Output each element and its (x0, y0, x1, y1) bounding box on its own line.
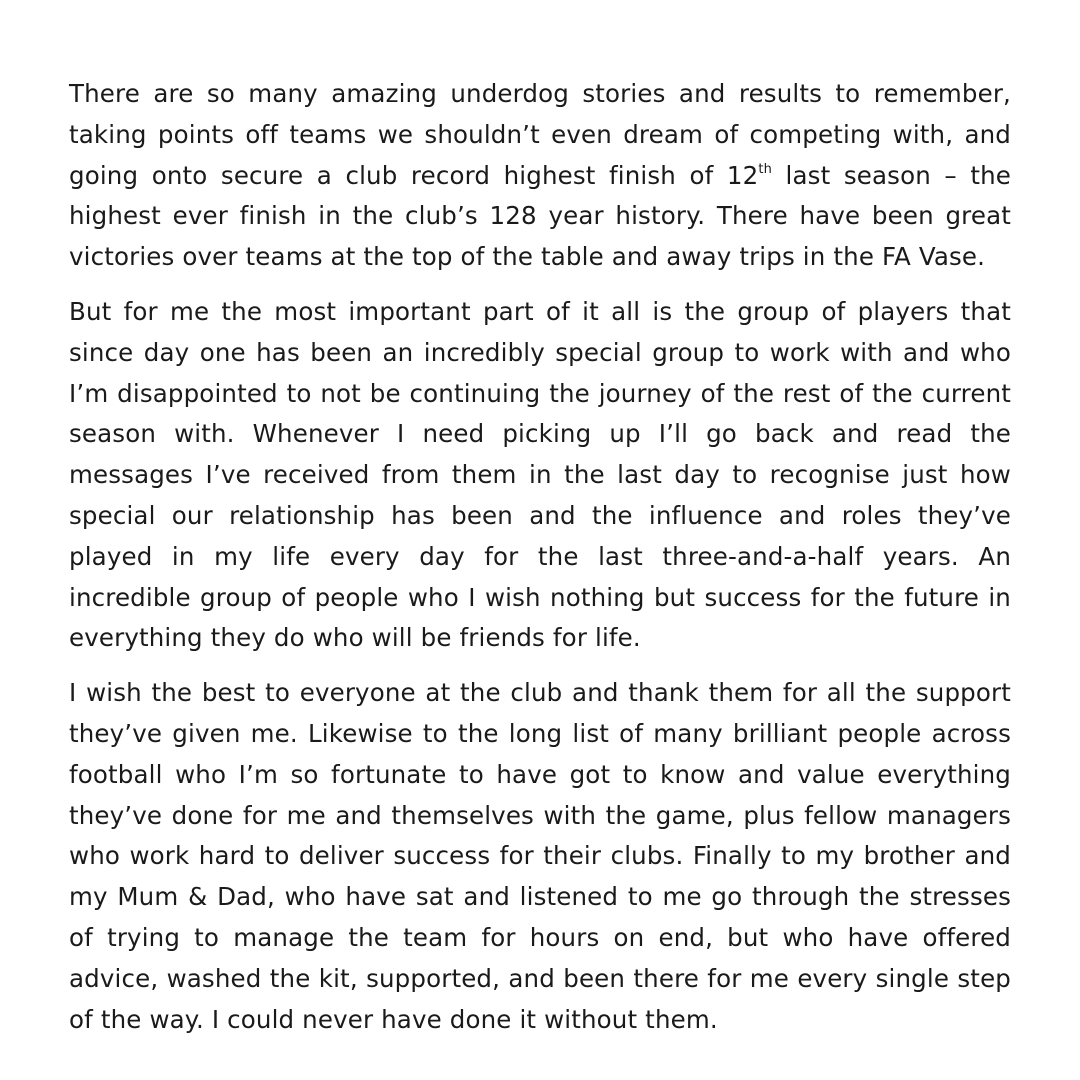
paragraph-thanks: I wish the best to everyone at the club and thank them for all the support they’ve given me. Likewise to the long list of many brilliant people across football who I’m so fortunate to have got to know and value everything they’ve done for me and themselves with the game, plus fellow managers who work hard to deliver success for their clubs. Finally to my brother and my Mum & Dad, who have sat and listened to me go through the stresses of trying to manage the team for hours on end, but who have offered advice, washed the kit, supported, and been there for me every single step of the way. I could never have done it without them. (69, 678, 1011, 1034)
paragraph-text: last season – the highest ever finish in the club’s 128 year history. There have been great victories over teams at the top of the table and away trips in the FA Vase. (69, 160, 1011, 272)
paragraph-club-record (69, 74, 1011, 278)
paragraph-players: But for me the most important part of it all is the group of players that since day one has been an incredibly special group to work with and who I’m disappointed to not be continuing the journey of the rest of the current season with. Whenever I need picking up I’ll go back and read the messages I’ve received from them in the last day to recognise just how special our relationship has been and the influence and roles they’ve played in my life every day for the last three-and-a-half years. An incredible group of people who I wish nothing but success for the future in everything they do who will be friends for life. (69, 296, 1011, 653)
document-body (69, 74, 1011, 1040)
ordinal-suffix: th (758, 161, 773, 177)
paragraph-text: There are so many amazing underdog stories and results to remember, taking points off teams we shouldn’t even dream of competing with, and going onto secure a club record highest finish of 12 (69, 79, 1011, 190)
